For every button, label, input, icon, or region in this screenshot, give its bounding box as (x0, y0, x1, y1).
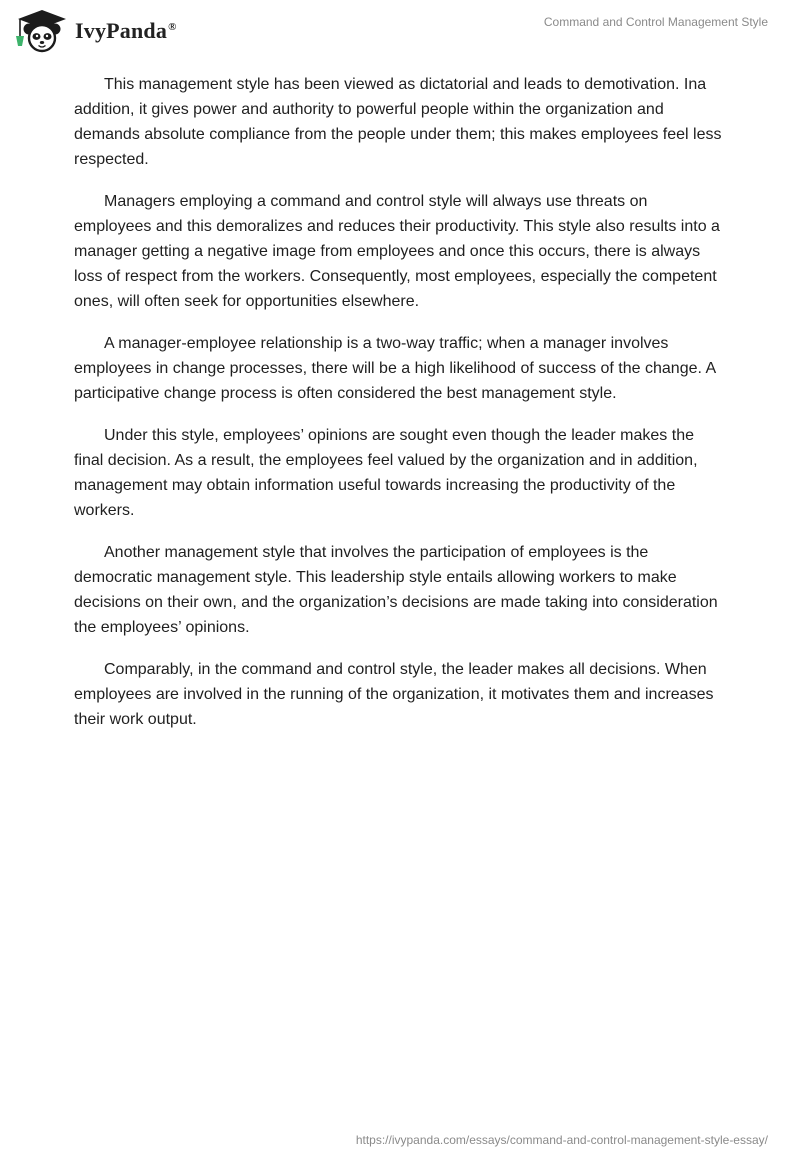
source-url-link[interactable]: https://ivypanda.com/essays/command-and-control-management-style-essay/ (355, 1133, 768, 1147)
paragraph: Comparably, in the command and control style, the leader makes all decisions. When employees are involved in the running of the organization, it motivates them and increases their work output. (74, 661, 714, 728)
paragraph: A manager-employee relationship is a two-way traffic; when a manager involves employees in change processes, there will be a high likelihood of success of the change. A participative change process is often considered the best management style. (74, 335, 716, 402)
essay-body (74, 72, 726, 749)
logo-name: IvyPanda (75, 18, 168, 43)
logo-wordmark (75, 18, 177, 44)
document-title: Command and Control Management Style (543, 15, 768, 29)
paragraph: Under this style, employees’ opinions are sought even though the leader makes the final decision. As a result, the employees feel valued by the organization and in addition, management may obtain information useful towards increasing the productivity of the workers. (74, 427, 698, 519)
ivypanda-logo[interactable] (14, 8, 177, 54)
paragraph: Another management style that involves the participation of employees is the democratic management style. This leadership style entails allowing workers to make decisions on their own, and the organization’s decisions are made taking into consideration the employees’ opinions. (74, 544, 718, 636)
paragraph: This management style has been viewed as dictatorial and leads to demotivation. Ina addition, it gives power and authority to powerful people within the organization and demands absolute compliance from the people under them; this makes employees feel less respected. (74, 76, 722, 168)
registered-mark: ® (168, 20, 177, 33)
page-header (0, 0, 800, 60)
panda-graduate-icon (14, 8, 70, 54)
paragraph: Managers employing a command and control style will always use threats on employees and this demoralizes and reduces their productivity. This style also results into a manager getting a negative image from employees and once this occurs, there is always loss of respect from the workers. Consequently, most employees, especially the competent ones, will often seek for opportunities elsewhere. (74, 193, 720, 310)
